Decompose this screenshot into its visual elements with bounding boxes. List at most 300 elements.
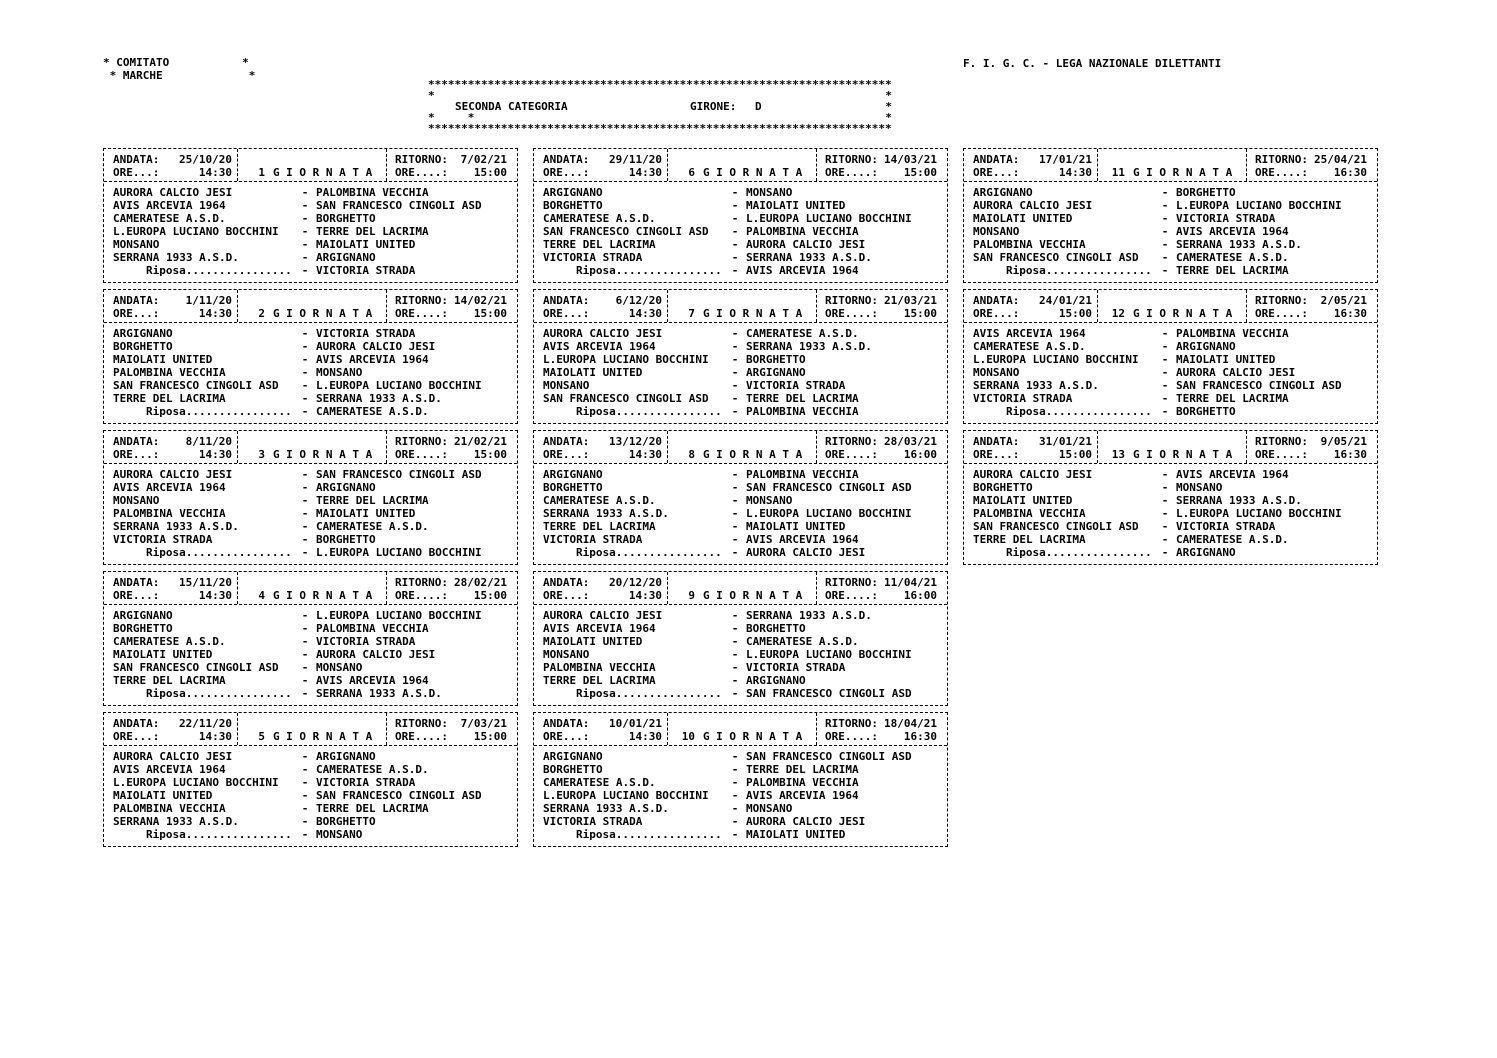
giornata-header: [964, 290, 1377, 322]
giornata-box: [963, 289, 1378, 424]
girone-label: GIRONE:: [690, 100, 737, 113]
home-team: SAN FRANCESCO CINGOLI ASD: [113, 379, 279, 392]
match-separator: -: [301, 507, 309, 520]
andata-time: 15:00: [1058, 307, 1092, 320]
match-separator: -: [301, 392, 309, 405]
andata-cell: [534, 572, 667, 604]
away-team: SAN FRANCESCO CINGOLI ASD: [316, 199, 482, 212]
giornata-label: G I O R N A T A: [702, 166, 803, 179]
home-team: VICTORIA STRADA: [113, 533, 213, 546]
title-box-content: [428, 100, 892, 124]
away-team: BORGHETTO: [746, 353, 806, 366]
away-team: TERRE DEL LACRIMA: [316, 802, 429, 815]
away-team: SAN FRANCESCO CINGOLI ASD: [746, 750, 912, 763]
home-team: SAN FRANCESCO CINGOLI ASD: [543, 392, 709, 405]
match-list: [104, 181, 517, 282]
match-separator: -: [1161, 379, 1169, 392]
giornata-number: 6: [688, 166, 695, 179]
giornata-header: [104, 290, 517, 322]
home-team: ARGIGNANO: [543, 186, 603, 199]
ore-andata-label: ORE...:: [973, 307, 1020, 320]
match-separator: -: [1161, 405, 1169, 418]
away-team: TERRE DEL LACRIMA: [746, 763, 859, 776]
andata-date: 29/11/20: [609, 153, 663, 166]
ritorno-label: RITORNO:: [395, 294, 448, 307]
match-row: [543, 379, 941, 392]
match-separator: -: [301, 225, 309, 238]
riposa-label: Riposa................: [576, 264, 722, 277]
giornata-header: [534, 713, 947, 745]
away-team: ARGIGNANO: [1176, 340, 1236, 353]
home-team: SERRANA 1933 A.S.D.: [113, 520, 239, 533]
andata-date: 1/11/20: [185, 294, 232, 307]
giornata-title-cell: [1097, 290, 1247, 322]
column-1: [103, 148, 518, 853]
match-row: [113, 238, 511, 251]
match-separator: -: [1161, 251, 1169, 264]
comitato-block: [103, 56, 255, 82]
calendar-columns: [103, 148, 1378, 853]
away-team: ARGIGNANO: [316, 481, 376, 494]
away-team: VICTORIA STRADA: [316, 776, 416, 789]
giornata-number: 7: [688, 307, 695, 320]
ritorno-time: 16:30: [1333, 166, 1367, 179]
ore-ritorno-label: ORE....:: [825, 730, 878, 743]
match-row: [543, 238, 941, 251]
match-row: [973, 507, 1371, 520]
home-team: MONSANO: [113, 494, 160, 507]
match-separator: -: [731, 392, 739, 405]
ritorno-date: 28/02/21: [454, 576, 508, 589]
ore-andata-label: ORE...:: [543, 448, 590, 461]
giornata-number: 13: [1111, 448, 1125, 461]
ore-ritorno-label: ORE....:: [395, 730, 448, 743]
match-row: [113, 802, 511, 815]
match-list: [964, 463, 1377, 564]
andata-cell: [104, 149, 237, 181]
riposa-team: ARGIGNANO: [1176, 546, 1236, 559]
ore-ritorno-label: ORE....:: [1255, 307, 1308, 320]
andata-date: 15/11/20: [179, 576, 233, 589]
match-row: [113, 327, 511, 340]
home-team: BORGHETTO: [543, 763, 603, 776]
match-row: [113, 481, 511, 494]
home-team: SERRANA 1933 A.S.D.: [113, 815, 239, 828]
ore-ritorno-label: ORE....:: [395, 166, 448, 179]
away-team: L.EUROPA LUCIANO BOCCHINI: [316, 609, 482, 622]
home-team: AVIS ARCEVIA 1964: [543, 622, 656, 635]
ritorno-label: RITORNO:: [395, 717, 448, 730]
match-list: [534, 745, 947, 846]
match-separator: -: [731, 405, 739, 418]
match-separator: -: [731, 327, 739, 340]
ritorno-cell: [817, 713, 947, 745]
ritorno-time: 16:30: [1333, 448, 1367, 461]
andata-cell: [534, 713, 667, 745]
ore-ritorno-label: ORE....:: [395, 448, 448, 461]
home-team: MONSANO: [113, 238, 160, 251]
home-team: VICTORIA STRADA: [543, 533, 643, 546]
giornata-box: [533, 571, 948, 706]
giornata-title-cell: [237, 572, 387, 604]
match-row: [543, 802, 941, 815]
match-separator: -: [731, 609, 739, 622]
andata-label: ANDATA:: [973, 435, 1020, 448]
giornata-title-cell: [237, 149, 387, 181]
home-team: AURORA CALCIO JESI: [113, 186, 233, 199]
ritorno-time: 15:00: [473, 448, 507, 461]
giornata-label: G I O R N A T A: [272, 307, 373, 320]
match-separator: -: [301, 379, 309, 392]
giornata-label: G I O R N A T A: [1132, 166, 1233, 179]
giornata-header: [964, 431, 1377, 463]
away-team: PALOMBINA VECCHIA: [1176, 327, 1289, 340]
ritorno-date: 11/04/21: [884, 576, 938, 589]
ritorno-label: RITORNO:: [825, 717, 878, 730]
away-team: BORGHETTO: [316, 815, 376, 828]
match-row: [543, 353, 941, 366]
ritorno-label: RITORNO:: [1255, 153, 1308, 166]
match-separator: -: [731, 776, 739, 789]
riposa-row: [973, 405, 1371, 418]
ore-ritorno-label: ORE....:: [1255, 166, 1308, 179]
andata-date: 22/11/20: [179, 717, 233, 730]
giornata-title-cell: [667, 431, 817, 463]
away-team: MONSANO: [746, 186, 793, 199]
home-team: L.EUROPA LUCIANO BOCCHINI: [543, 353, 709, 366]
away-team: MONSANO: [1176, 481, 1223, 494]
match-separator: -: [731, 520, 739, 533]
ritorno-date: 14/03/21: [884, 153, 938, 166]
home-team: CAMERATESE A.S.D.: [543, 494, 656, 507]
giornata-label: G I O R N A T A: [272, 730, 373, 743]
giornata-box: [963, 148, 1378, 283]
federation-title: F. I. G. C. - LEGA NAZIONALE DILETTANTI: [963, 57, 1222, 70]
ritorno-cell: [1247, 149, 1377, 181]
riposa-label: Riposa................: [576, 546, 722, 559]
riposa-row: [113, 264, 511, 277]
away-team: CAMERATESE A.S.D.: [1176, 533, 1289, 546]
match-separator: -: [731, 481, 739, 494]
match-separator: -: [731, 828, 739, 841]
away-team: VICTORIA STRADA: [1176, 212, 1276, 225]
match-row: [973, 520, 1371, 533]
giornata-box: [533, 289, 948, 424]
match-row: [113, 674, 511, 687]
away-team: PALOMBINA VECCHIA: [746, 225, 859, 238]
giornata-box: [533, 148, 948, 283]
away-team: SAN FRANCESCO CINGOLI ASD: [1176, 379, 1342, 392]
andata-date: 31/01/21: [1039, 435, 1093, 448]
away-team: AURORA CALCIO JESI: [1176, 366, 1296, 379]
match-separator: -: [731, 661, 739, 674]
match-row: [543, 635, 941, 648]
match-separator: -: [1161, 392, 1169, 405]
away-team: AURORA CALCIO JESI: [316, 648, 436, 661]
away-team: BORGHETTO: [746, 622, 806, 635]
home-team: SAN FRANCESCO CINGOLI ASD: [113, 661, 279, 674]
match-row: [113, 225, 511, 238]
asterisk: *: [885, 111, 892, 124]
match-row: [973, 366, 1371, 379]
ritorno-label: RITORNO:: [1255, 294, 1308, 307]
match-row: [973, 353, 1371, 366]
asterisk: *: [467, 111, 475, 124]
andata-cell: [104, 290, 237, 322]
giornata-title-cell: [237, 713, 387, 745]
home-team: CAMERATESE A.S.D.: [543, 776, 656, 789]
match-separator: -: [731, 212, 739, 225]
match-separator: -: [301, 609, 309, 622]
giornata-header: [104, 572, 517, 604]
home-team: AVIS ARCEVIA 1964: [543, 340, 656, 353]
giornata-box: [963, 430, 1378, 565]
match-separator: -: [731, 622, 739, 635]
andata-date: 8/11/20: [185, 435, 232, 448]
match-row: [973, 494, 1371, 507]
ritorno-time: 16:00: [903, 448, 937, 461]
match-row: [973, 392, 1371, 405]
match-row: [113, 661, 511, 674]
riposa-row: [113, 687, 511, 700]
ritorno-label: RITORNO:: [825, 576, 878, 589]
away-team: MAIOLATI UNITED: [1176, 353, 1276, 366]
home-team: AURORA CALCIO JESI: [973, 199, 1093, 212]
home-team: PALOMBINA VECCHIA: [113, 802, 226, 815]
away-team: BORGHETTO: [316, 533, 376, 546]
asterisk: *: [885, 100, 892, 113]
home-team: MAIOLATI UNITED: [113, 648, 213, 661]
match-row: [973, 340, 1371, 353]
riposa-team: AVIS ARCEVIA 1964: [746, 264, 859, 277]
andata-label: ANDATA:: [543, 717, 590, 730]
giornata-header: [104, 431, 517, 463]
andata-date: 13/12/20: [609, 435, 663, 448]
ritorno-time: 16:30: [1333, 307, 1367, 320]
away-team: AVIS ARCEVIA 1964: [316, 353, 429, 366]
match-separator: -: [731, 546, 739, 559]
match-separator: -: [731, 264, 739, 277]
home-team: TERRE DEL LACRIMA: [543, 238, 656, 251]
column-3: [963, 148, 1378, 853]
comitato-line: * MARCHE *: [103, 69, 256, 82]
riposa-label: Riposa................: [576, 405, 722, 418]
match-row: [113, 815, 511, 828]
ritorno-date: 25/04/21: [1314, 153, 1368, 166]
giornata-label: G I O R N A T A: [702, 448, 803, 461]
match-separator: -: [731, 648, 739, 661]
ritorno-cell: [1247, 431, 1377, 463]
column-2: [533, 148, 948, 853]
match-separator: -: [301, 750, 309, 763]
home-team: AVIS ARCEVIA 1964: [113, 481, 226, 494]
match-separator: -: [1161, 533, 1169, 546]
home-team: ARGIGNANO: [973, 186, 1033, 199]
home-team: MONSANO: [543, 379, 590, 392]
ritorno-cell: [387, 713, 517, 745]
andata-time: 14:30: [198, 730, 232, 743]
home-team: ARGIGNANO: [543, 468, 603, 481]
match-separator: -: [731, 687, 739, 700]
andata-label: ANDATA:: [113, 294, 160, 307]
ore-andata-label: ORE...:: [113, 589, 160, 602]
home-team: TERRE DEL LACRIMA: [543, 520, 656, 533]
riposa-row: [973, 264, 1371, 277]
home-team: TERRE DEL LACRIMA: [543, 674, 656, 687]
match-row: [543, 622, 941, 635]
ritorno-time: 16:00: [903, 589, 937, 602]
match-separator: -: [301, 366, 309, 379]
home-team: L.EUROPA LUCIANO BOCCHINI: [113, 776, 279, 789]
match-row: [973, 327, 1371, 340]
home-team: AURORA CALCIO JESI: [543, 609, 663, 622]
riposa-team: L.EUROPA LUCIANO BOCCHINI: [316, 546, 482, 559]
ritorno-time: 16:30: [903, 730, 937, 743]
andata-label: ANDATA:: [543, 294, 590, 307]
match-row: [113, 776, 511, 789]
match-separator: -: [731, 674, 739, 687]
away-team: BORGHETTO: [316, 212, 376, 225]
home-team: BORGHETTO: [543, 199, 603, 212]
home-team: MONSANO: [973, 366, 1020, 379]
giornata-label: G I O R N A T A: [272, 589, 373, 602]
home-team: MAIOLATI UNITED: [543, 366, 643, 379]
away-team: AURORA CALCIO JESI: [316, 340, 436, 353]
ore-ritorno-label: ORE....:: [395, 589, 448, 602]
away-team: VICTORIA STRADA: [746, 379, 846, 392]
asterisk: *: [428, 89, 435, 102]
match-separator: -: [731, 533, 739, 546]
riposa-label: Riposa................: [146, 687, 292, 700]
match-separator: -: [301, 238, 309, 251]
home-team: PALOMBINA VECCHIA: [973, 238, 1086, 251]
match-separator: -: [301, 546, 309, 559]
match-separator: -: [1161, 494, 1169, 507]
match-separator: -: [731, 186, 739, 199]
andata-label: ANDATA:: [543, 576, 590, 589]
home-team: MAIOLATI UNITED: [543, 635, 643, 648]
ritorno-cell: [387, 149, 517, 181]
riposa-row: [973, 546, 1371, 559]
ore-ritorno-label: ORE....:: [825, 307, 878, 320]
riposa-row: [113, 546, 511, 559]
riposa-label: Riposa................: [146, 405, 292, 418]
away-team: MAIOLATI UNITED: [316, 238, 416, 251]
away-team: AVIS ARCEVIA 1964: [746, 789, 859, 802]
riposa-label: Riposa................: [1006, 405, 1152, 418]
ore-andata-label: ORE...:: [543, 730, 590, 743]
giornata-header: [534, 290, 947, 322]
away-team: MONSANO: [316, 661, 363, 674]
riposa-team: MAIOLATI UNITED: [746, 828, 846, 841]
match-row: [973, 212, 1371, 225]
riposa-team: MONSANO: [316, 828, 363, 841]
away-team: PALOMBINA VECCHIA: [316, 186, 429, 199]
riposa-team: VICTORIA STRADA: [316, 264, 416, 277]
away-team: VICTORIA STRADA: [746, 661, 846, 674]
away-team: L.EUROPA LUCIANO BOCCHINI: [316, 379, 482, 392]
andata-cell: [104, 431, 237, 463]
home-team: SAN FRANCESCO CINGOLI ASD: [973, 520, 1139, 533]
giornata-header: [534, 149, 947, 181]
match-separator: -: [301, 661, 309, 674]
away-team: SERRANA 1933 A.S.D.: [1176, 494, 1302, 507]
match-separator: -: [731, 763, 739, 776]
match-row: [113, 520, 511, 533]
home-team: AURORA CALCIO JESI: [113, 468, 233, 481]
giornata-number: 10: [681, 730, 695, 743]
ritorno-label: RITORNO:: [395, 435, 448, 448]
match-separator: -: [1161, 507, 1169, 520]
match-separator: -: [731, 366, 739, 379]
match-row: [543, 327, 941, 340]
match-separator: -: [301, 533, 309, 546]
riposa-label: Riposa................: [146, 546, 292, 559]
match-separator: -: [731, 238, 739, 251]
home-team: SAN FRANCESCO CINGOLI ASD: [543, 225, 709, 238]
match-separator: -: [1161, 520, 1169, 533]
home-team: CAMERATESE A.S.D.: [973, 340, 1086, 353]
home-team: AVIS ARCEVIA 1964: [113, 199, 226, 212]
andata-time: 14:30: [198, 307, 232, 320]
riposa-row: [543, 828, 941, 841]
ore-ritorno-label: ORE....:: [825, 589, 878, 602]
match-list: [534, 181, 947, 282]
giornata-label: G I O R N A T A: [1132, 448, 1233, 461]
andata-time: 14:30: [628, 730, 662, 743]
away-team: PALOMBINA VECCHIA: [316, 622, 429, 635]
match-separator: -: [301, 340, 309, 353]
ritorno-label: RITORNO:: [395, 153, 448, 166]
giornata-label: G I O R N A T A: [272, 166, 373, 179]
ritorno-cell: [387, 572, 517, 604]
comitato-line: * COMITATO *: [103, 56, 249, 69]
match-row: [973, 186, 1371, 199]
andata-date: 24/01/21: [1039, 294, 1093, 307]
away-team: TERRE DEL LACRIMA: [316, 225, 429, 238]
match-separator: -: [731, 635, 739, 648]
riposa-row: [113, 828, 511, 841]
ritorno-label: RITORNO:: [825, 294, 878, 307]
home-team: TERRE DEL LACRIMA: [973, 533, 1086, 546]
match-row: [543, 763, 941, 776]
match-list: [104, 745, 517, 846]
andata-cell: [964, 290, 1097, 322]
ore-ritorno-label: ORE....:: [825, 448, 878, 461]
match-row: [113, 353, 511, 366]
home-team: AURORA CALCIO JESI: [973, 468, 1093, 481]
away-team: CAMERATESE A.S.D.: [1176, 251, 1289, 264]
match-separator: -: [1161, 340, 1169, 353]
away-team: L.EUROPA LUCIANO BOCCHINI: [746, 507, 912, 520]
andata-label: ANDATA:: [973, 294, 1020, 307]
riposa-team: CAMERATESE A.S.D.: [316, 405, 429, 418]
away-team: MAIOLATI UNITED: [746, 199, 846, 212]
away-team: ARGIGNANO: [316, 251, 376, 264]
giornata-box: [533, 712, 948, 847]
home-team: L.EUROPA LUCIANO BOCCHINI: [113, 225, 279, 238]
home-team: PALOMBINA VECCHIA: [973, 507, 1086, 520]
andata-time: 14:30: [628, 589, 662, 602]
match-separator: -: [1161, 481, 1169, 494]
riposa-label: Riposa................: [576, 828, 722, 841]
giornata-title-cell: [667, 149, 817, 181]
ritorno-cell: [387, 431, 517, 463]
match-row: [113, 212, 511, 225]
match-row: [113, 199, 511, 212]
riposa-team: AURORA CALCIO JESI: [746, 546, 866, 559]
match-separator: -: [1161, 546, 1169, 559]
